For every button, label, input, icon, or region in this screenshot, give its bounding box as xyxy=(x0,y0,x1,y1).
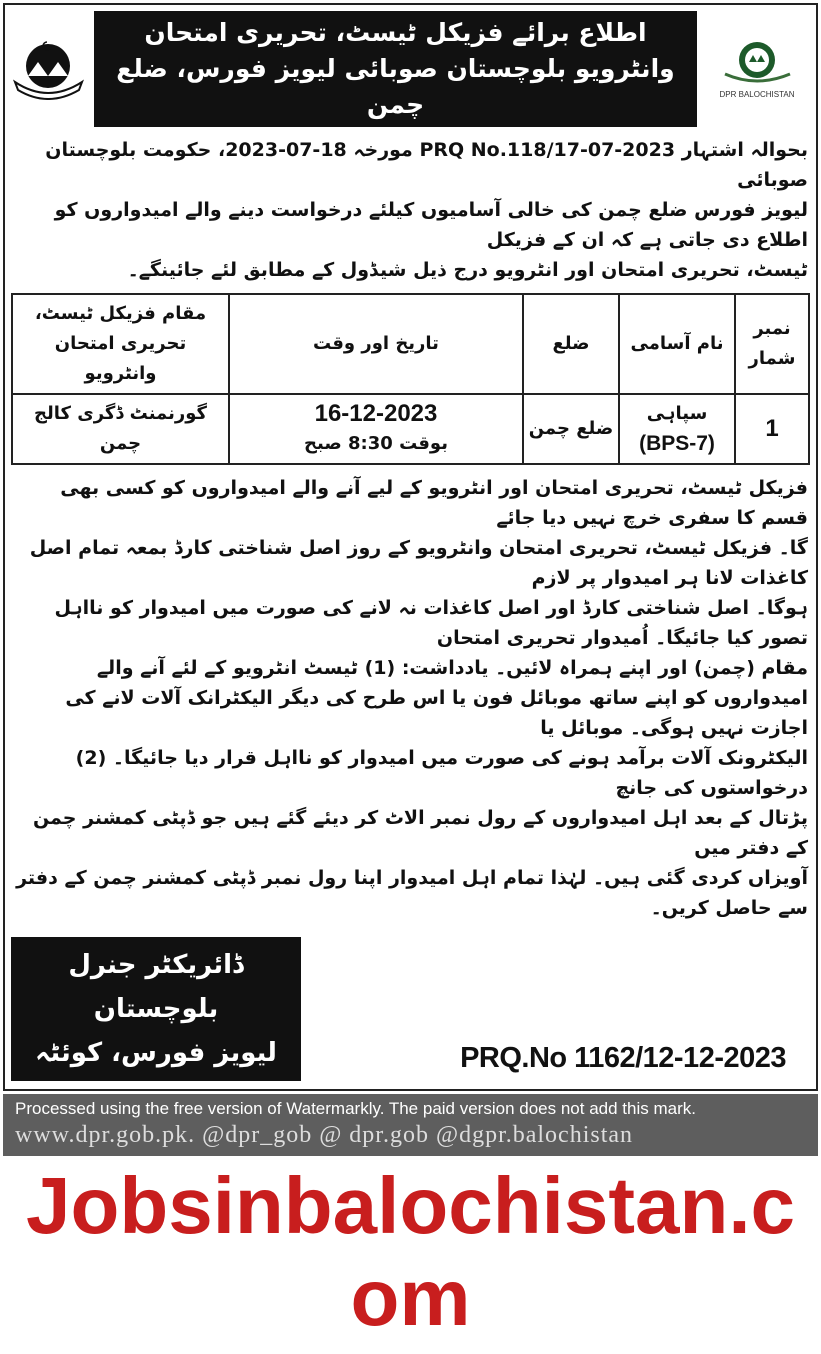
body-line: مقام (چمن) اور اپنے ہمراہ لائیں۔ یادداشت: (1) ٹیسٹ انٹرویو کے لئے آنے والے xyxy=(96,657,808,679)
site-watermark: Jobsinbalochistan.com xyxy=(25,1161,796,1342)
social-links: www.dpr.gob.pk. @dpr_gob @ dpr.gob @dgpr.balochistan xyxy=(15,1122,634,1148)
svg-text:DPR BALOCHISTAN: DPR BALOCHISTAN xyxy=(719,90,795,99)
intro-line: بحوالہ اشتہار PRQ No.118/17-07-2023 مورخہ 18-07-2023، حکومت بلوچستان صوبائی xyxy=(45,139,808,191)
header-post: نام آسامی xyxy=(619,294,735,394)
watermarkly-notice: Processed using the free version of Watermarkly. The paid version does not add this mark. xyxy=(15,1099,696,1118)
body-line: امیدواروں کو اپنے ساتھ موبائل فون یا اس طرح کی دیگر الیکٹرانک آلات لانے کی اجازت نہیں ہوگی۔ موبائل یا xyxy=(65,687,808,739)
table-row xyxy=(12,394,809,464)
advertisement-frame xyxy=(3,3,818,1091)
header-serial: نمبر شمار xyxy=(735,294,809,394)
notice-title: اطلاع برائے فزیکل ٹیسٹ، تحریری امتحان وانٹرویو بلوچستان صوبائی لیویز فورس، ضلع چمن xyxy=(94,11,697,127)
schedule-table xyxy=(11,293,810,465)
table-header-row xyxy=(12,294,809,394)
body-line: الیکٹرونک آلات برآمد ہونے کی صورت میں امیدوار کو نااہل قرار دیا جائیگا۔ (2) درخواستوں کی جانچ xyxy=(75,747,808,799)
body-line: فزیکل ٹیسٹ، تحریری امتحان اور انٹرویو کے لیے آنے والے امیدواروں کو کسی بھی قسم کا سفری خرچ نہیں دیا جائے xyxy=(60,477,808,529)
header-venue: مقام فزیکل ٹیسٹ، تحریری امتحان وانٹرویو xyxy=(12,294,229,394)
body-line: پڑتال کے بعد اہل امیدواروں کے رول نمبر الاٹ کر دیئے گئے ہیں جو ڈپٹی کمشنر چمن کے دفتر میں xyxy=(32,807,808,859)
cell-post xyxy=(619,394,735,464)
body-line: آویزاں کردی گئی ہیں۔ لہٰذا تمام اہل امیدوار اپنا رول نمبر ڈپٹی کمشنر چمن کے دفتر سے حاصل کریں۔ xyxy=(16,867,808,919)
instructions-paragraph xyxy=(13,473,808,923)
cell-district: ضلع چمن xyxy=(523,394,619,464)
body-line: گا۔ فزیکل ٹیسٹ، تحریری امتحان وانٹرویو کے روز اصل شناختی کارڈ بمعہ تمام اصل کاغذات لانا ہر امیدوار پر لازم xyxy=(29,537,808,589)
intro-line: ٹیسٹ، تحریری امتحان اور انٹرویو درج ذیل شیڈول کے مطابق لئے جائینگے۔ xyxy=(127,259,808,281)
signature-block xyxy=(11,937,301,1081)
masthead xyxy=(11,11,810,127)
cell-date-time xyxy=(229,394,523,464)
prq-number: PRQ.No 1162/12-12-2023 xyxy=(460,1042,786,1074)
dpr-balochistan-logo xyxy=(705,38,810,100)
footer-strip xyxy=(3,1094,818,1156)
levies-force-logo-left xyxy=(11,38,86,100)
intro-line: لیویز فورس ضلع چمن کی خالی آسامیوں کیلئے درخواست دینے والے امیدواروں کو اطلاع دی جاتی ہے کہ ان کے فزیکل xyxy=(54,199,808,251)
post-grade: (BPS-7) xyxy=(639,432,715,455)
header-date-time: تاریخ اور وقت xyxy=(229,294,523,394)
signature-line: ڈائریکٹر جنرل بلوچستان xyxy=(68,950,244,1024)
cell-serial: 1 xyxy=(735,394,809,464)
closing-row xyxy=(11,937,810,1081)
cell-venue: گورنمنٹ ڈگری کالج چمن xyxy=(12,394,229,464)
exam-date: 16-12-2023 xyxy=(314,400,438,427)
body-line: ہوگا۔ اصل شناختی کارڈ اور اصل کاغذات نہ لانے کی صورت میں امیدوار کو نااہل تصور کیا جائیگا۔ اُمیدوار تحریری امتحان xyxy=(54,597,808,649)
intro-paragraph xyxy=(13,135,808,285)
signature-line: لیویز فورس، کوئٹہ xyxy=(35,1038,277,1068)
header-district: ضلع xyxy=(523,294,619,394)
exam-time: بوقت 8:30 صبح xyxy=(304,433,448,454)
post-name: سپاہی xyxy=(646,403,708,424)
